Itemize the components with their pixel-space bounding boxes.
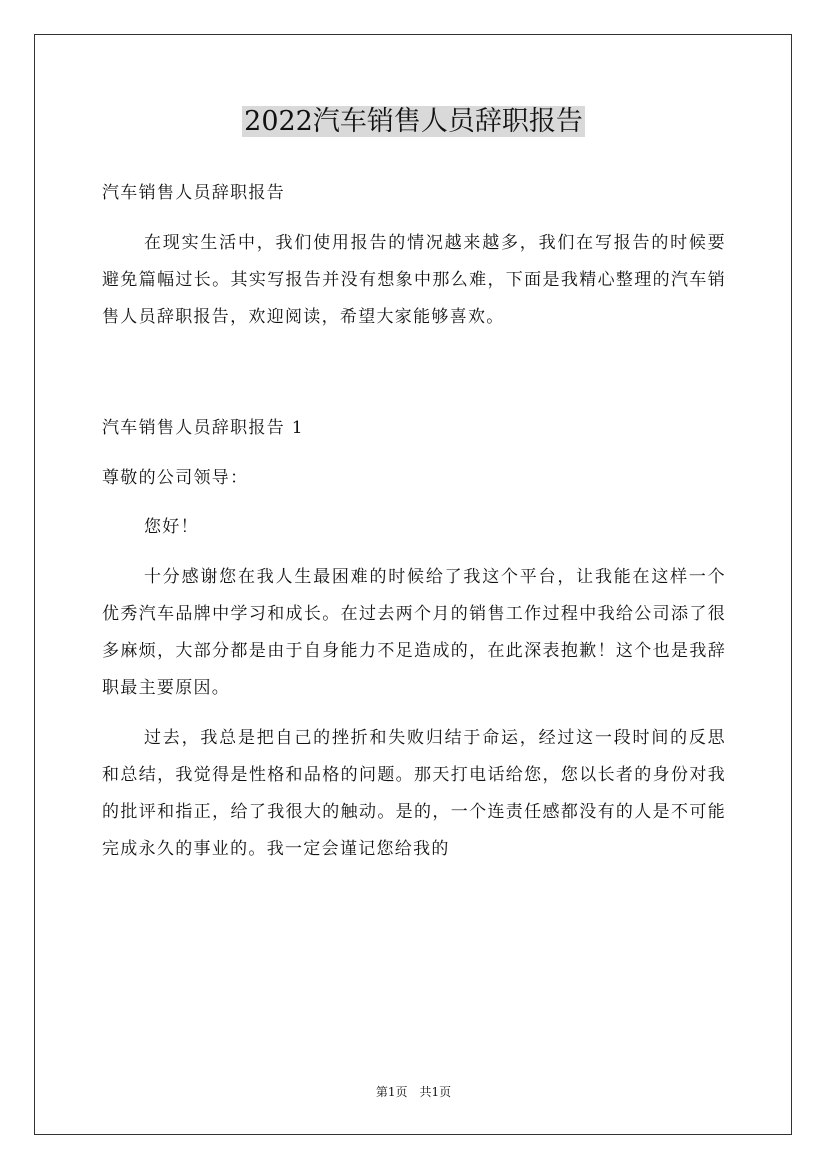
section-title: 汽车销售人员辞职报告 1: [102, 418, 304, 438]
page-total: 共1页: [419, 1085, 452, 1099]
salutation: 尊敬的公司领导：: [102, 468, 249, 488]
document-subtitle: 汽车销售人员辞职报告: [102, 183, 285, 203]
page-footer: [0, 1084, 827, 1100]
body-paragraph-2: 过去，我总是把自己的挫折和失败归结于命运，经过这一段时间的反思和总结，我觉得是性格和品格的问题。那天打电话给您，您以长者的身份对我的批评和指正，给了我很大的触动。是的，一个连责任感都没有的人是不可能完成永久的事业的。我一定会谨记您给我的: [102, 728, 726, 859]
greeting: 您好！: [144, 517, 199, 537]
page-number: 第1页: [375, 1085, 408, 1099]
document-title: [0, 100, 827, 144]
body-paragraph-1: 十分感谢您在我人生最困难的时候给了我这个平台，让我能在这样一个优秀汽车品牌中学习和成长。在过去两个月的销售工作过程中我给公司添了很多麻烦，大部分都是由于自身能力不足造成的，在此深表抱歉！这个也是我辞职最主要原因。: [102, 567, 726, 698]
intro-paragraph: 在现实生活中，我们使用报告的情况越来越多，我们在写报告的时候要避免篇幅过长。其实写报告并没有想象中那么难，下面是我精心整理的汽车销售人员辞职报告，欢迎阅读，希望大家能够喜欢。: [102, 233, 726, 327]
document-title-text: 2022汽车销售人员辞职报告: [244, 106, 583, 137]
document-body: [102, 175, 726, 868]
